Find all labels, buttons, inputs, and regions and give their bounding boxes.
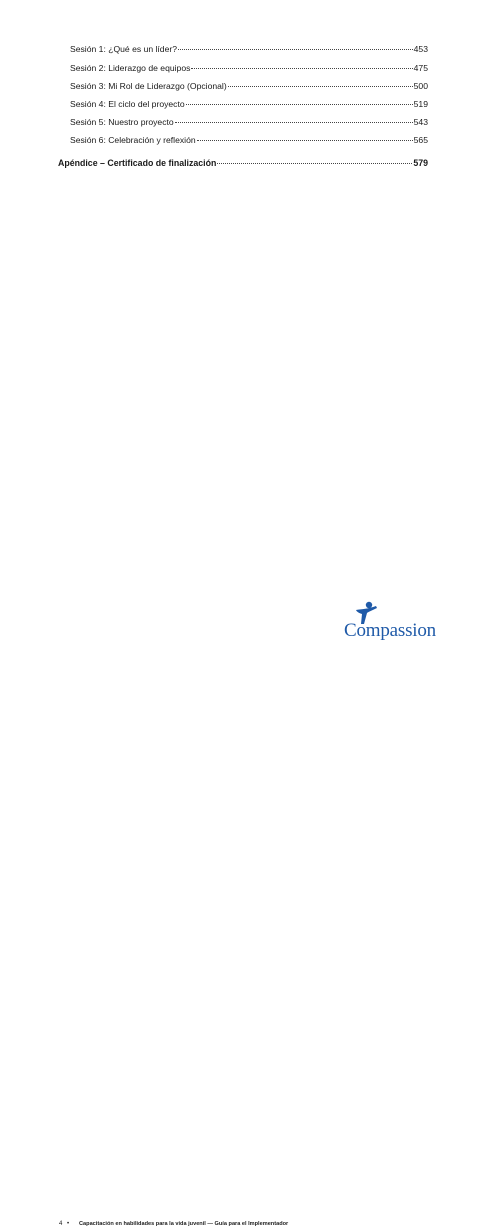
toc-entry-session-1[interactable]: [70, 43, 428, 55]
toc-entry-session-5[interactable]: [70, 116, 428, 128]
toc-entry-page: 500: [413, 81, 428, 91]
toc-entry-label: Sesión 4: El ciclo del proyecto: [70, 99, 185, 109]
toc-entry-label: Sesión 2: Liderazgo de equipos: [70, 63, 191, 73]
dot-leader: [178, 41, 413, 50]
toc-entry-page: 453: [413, 44, 428, 54]
toc-entry-label: Sesión 6: Celebración y reflexión: [70, 135, 196, 145]
footer-title: Capacitación en habilidades para la vida juvenil — Guía para el Implementador: [79, 1221, 289, 1227]
footer-separator: •: [67, 1221, 70, 1227]
dot-leader: [191, 60, 412, 69]
toc-entry-session-4[interactable]: [70, 98, 428, 110]
dot-leader: [217, 155, 412, 164]
table-of-contents: [0, 0, 487, 190]
dot-leader: [228, 78, 413, 87]
dot-leader: [186, 96, 413, 105]
compassion-logo: [336, 600, 441, 642]
toc-entry-session-6[interactable]: [70, 134, 428, 146]
toc-entry-page: 519: [413, 99, 428, 109]
toc-entry-label: Sesión 3: Mi Rol de Liderazgo (Opcional): [70, 81, 227, 91]
toc-entry-label: Sesión 5: Nuestro proyecto: [70, 117, 174, 127]
toc-entry-page: 565: [413, 135, 428, 145]
toc-entry-page: 579: [413, 158, 428, 168]
logo-wordmark: Compassion: [344, 620, 436, 641]
dot-leader: [175, 114, 413, 123]
toc-entry-session-3[interactable]: [70, 80, 428, 92]
toc-entry-page: 543: [413, 117, 428, 127]
page-number: 4: [59, 1221, 63, 1227]
toc-entry-page: 475: [413, 63, 428, 73]
dot-leader: [197, 132, 413, 141]
toc-entry-appendix[interactable]: [58, 157, 428, 169]
toc-entry-label: Apéndice – Certificado de finalización: [58, 158, 217, 168]
toc-entry-session-2[interactable]: [70, 62, 428, 74]
toc-entry-label: Sesión 1: ¿Qué es un líder?: [70, 44, 178, 54]
